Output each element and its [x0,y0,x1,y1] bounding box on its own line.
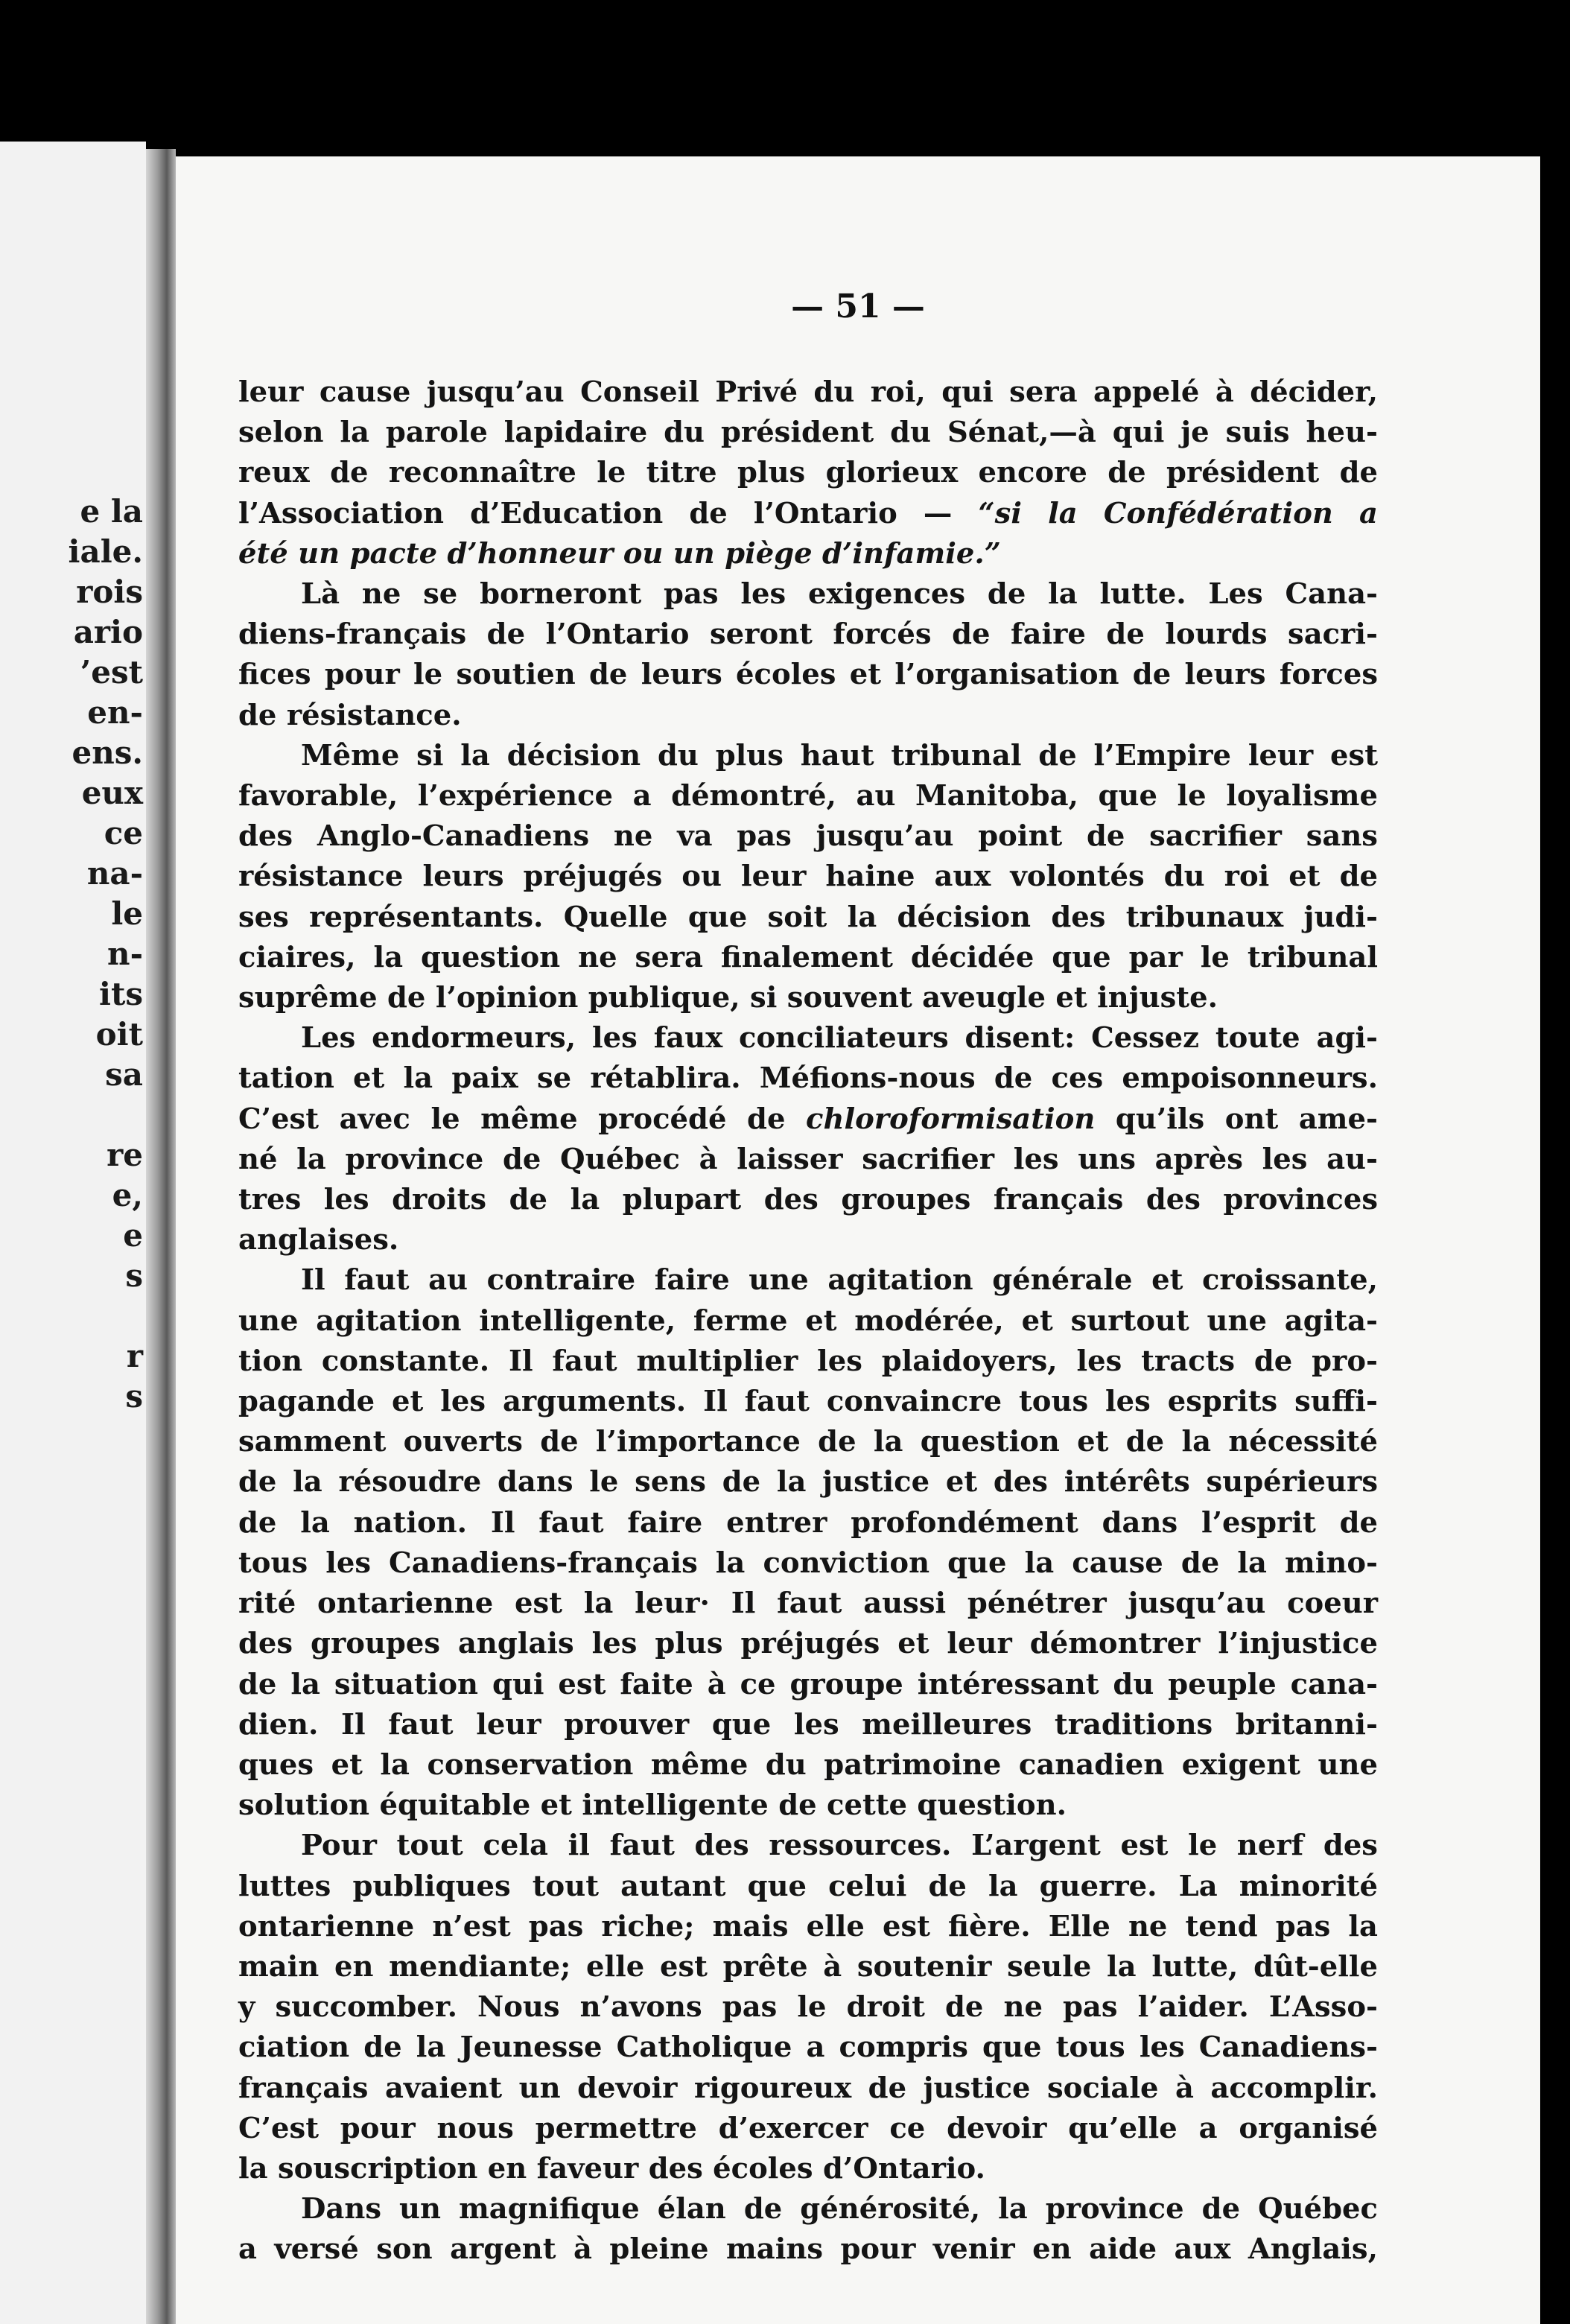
text-line-roman: Même si la décision du plus haut tribunal de l’Empire leur est [301,738,1378,772]
text-line-roman: ses représentants. Quelle que soit la décision des tribunaux judi- [238,900,1378,934]
previous-page-fragment [69,1296,143,1336]
text-line [238,413,1378,453]
previous-page-fragment: en- [87,694,143,731]
text-line-roman: selon la parole lapidaire du président du Sénat,—à qui je suis heu- [238,416,1378,450]
text-line-roman: ontarienne n’est pas riche; mais elle est fière. Elle ne tend pas la [238,1909,1378,1943]
text-line [238,1907,1378,1947]
text-line-roman: samment ouverts de l’importance de la question et de la nécessité [238,1425,1378,1459]
body-text [238,372,1378,2270]
previous-page-fragment: ce [104,815,143,851]
previous-page-fragment: s [125,1257,143,1294]
text-line [238,1584,1378,1624]
text-line [238,2069,1378,2109]
text-line [238,372,1378,413]
text-line [238,2229,1378,2270]
text-line-roman: l’Association d’Education de l’Ontario — [238,496,979,530]
text-line [238,1382,1378,1422]
text-line-roman: Dans un magnifique élan de générosité, la province de Québec [301,2192,1378,2226]
book-gutter [146,149,176,2324]
text-line-roman: de résistance. [238,698,462,732]
text-line-roman: tous les Canadiens-français la conviction que la cause de la mino- [238,1546,1378,1580]
previous-page-fragment: e [123,1217,143,1254]
text-line [238,816,1378,857]
text-line [238,978,1378,1018]
text-line-roman: a versé son argent à pleine mains pour venir en aide aux Anglais, [238,2232,1378,2267]
text-line [238,1665,1378,1705]
text-line [238,696,1378,736]
previous-page-fragment: sa [105,1056,143,1093]
text-line [238,2028,1378,2068]
text-line [238,736,1378,776]
text-line-italic: “si la Confédération a [978,496,1378,530]
text-line-roman: dien. Il faut leur prouver que les meilleures traditions britanni- [238,1707,1378,1742]
text-line [238,1826,1378,1866]
previous-page-fragment: e, [112,1177,143,1213]
previous-page-fragment: iale. [68,533,143,570]
text-line [238,655,1378,695]
text-line [238,1987,1378,2028]
text-line [238,2149,1378,2189]
previous-page-fragment: rois [76,574,143,610]
text-line [238,1785,1378,1826]
text-line [238,1705,1378,1745]
text-line-roman: ciation de la Jeunesse Catholique a compris que tous les Canadiens- [238,2031,1378,2065]
text-line [238,898,1378,938]
text-line [238,574,1378,615]
text-line-roman: suprême de l’opinion publique, si souvent aveugle et injuste. [238,981,1218,1015]
text-line [238,776,1378,816]
text-line [238,1018,1378,1058]
text-line-roman: Il faut au contraire faire une agitation générale et croissante, [301,1263,1378,1298]
text-line [238,857,1378,897]
previous-page-fragment: ario [73,614,143,650]
text-line [238,534,1378,574]
text-line [238,1947,1378,1987]
text-line-roman: pagande et les arguments. Il faut convaincre tous les esprits suffi- [238,1385,1378,1419]
text-line-roman: Les endormeurs, les faux conciliateurs disent: Cessez toute agi- [301,1021,1378,1055]
text-line-roman: Là ne se borneront pas les exigences de la lutte. Les Cana- [301,577,1378,612]
previous-page-fragment: re [107,1137,143,1173]
previous-page-fragment: e la [80,493,143,530]
text-line-roman: Pour tout cela il faut des ressources. L’argent est le nerf des [301,1829,1378,1863]
text-line [238,1867,1378,1907]
text-line [238,453,1378,493]
text-line-roman: diens-français de l’Ontario seront forcés de faire de lourds sacri- [238,617,1378,652]
previous-page-fragment: na- [86,855,143,892]
text-line-roman: leur cause jusqu’au Conseil Privé du roi, qui sera appelé à décider, [238,375,1378,409]
text-line-roman: la souscription en faveur des écoles d’Ontario. [238,2151,985,2185]
text-line-roman: de la situation qui est faite à ce groupe intéressant du peuple cana- [238,1667,1378,1701]
text-line-roman: y succomber. Nous n’avons pas le droit de ne pas l’aider. L’Asso- [238,1990,1378,2025]
text-line-roman: de la nation. Il faut faire entrer profondément dans l’esprit de [238,1505,1378,1540]
text-line [238,494,1378,534]
text-line-roman: C’est pour nous permettre d’exercer ce devoir qu’elle a organisé [238,2111,1378,2145]
text-line-roman: tation et la paix se rétablira. Méfions-nous de ces empoisonneurs. [238,1061,1378,1096]
text-line-roman: tres les droits de la plupart des groupes français des provinces [238,1183,1378,1217]
text-line [238,1624,1378,1664]
text-line-roman: des groupes anglais les plus préjugés et leur démontrer l’injustice [238,1627,1378,1661]
previous-page-fragment: ’est [80,654,143,690]
text-line-roman: tion constante. Il faut multiplier les plaidoyers, les tracts de pro- [238,1344,1378,1378]
previous-page-fragment: r [126,1338,143,1374]
page-number: — 51 — [791,288,925,326]
text-line [238,1180,1378,1220]
text-line-roman: solution équitable et intelligente de cette question. [238,1788,1067,1823]
text-line-roman: favorable, l’expérience a démontré, au Manitoba, que le loyalisme [238,779,1378,813]
previous-page-fragment: eux [81,775,143,811]
text-line-roman: des Anglo-Canadiens ne va pas jusqu’au point de sacrifier sans [238,819,1378,854]
text-line-roman: C’est avec le même procédé de [238,1102,807,1136]
text-line-italic: chloroformisation [806,1102,1096,1136]
text-line-roman: luttes publiques tout autant que celui de la guerre. La minorité [238,1869,1378,1903]
text-line-roman: main en mendiante; elle est prête à soutenir seule la lutte, dût-elle [238,1949,1378,1984]
text-line [238,1422,1378,1462]
previous-page-text-fragments [69,492,143,1417]
text-line [238,1543,1378,1584]
previous-page-fragment: n- [107,936,143,972]
text-line [238,1058,1378,1099]
text-line [238,1140,1378,1180]
previous-page-fragment: ens. [71,734,143,771]
previous-page-fragment: le [111,895,143,932]
previous-page-fragment [69,1095,143,1135]
text-line-roman: une agitation intelligente, ferme et modérée, et surtout une agita- [238,1304,1378,1338]
text-line [238,2109,1378,2149]
text-line-roman: reux de reconnaître le titre plus glorieux encore de président de [238,456,1378,490]
text-line-roman: français avaient un devoir rigoureux de justice sociale à accomplir. [238,2071,1378,2105]
text-line [238,1260,1378,1301]
text-line [238,1745,1378,1785]
text-line-roman: ques et la conservation même du patrimoine canadien exigent une [238,1747,1378,1782]
text-line-roman-after: qu’ils ont ame- [1095,1102,1378,1136]
text-line-roman: ciaires, la question ne sera finalement décidée que par le tribunal [238,940,1378,974]
text-line [238,938,1378,978]
text-line-roman: né la province de Québec à laisser sacrifier les uns après les au- [238,1142,1378,1176]
text-line [238,615,1378,655]
text-line-roman: de la résoudre dans le sens de la justice et des intérêts supérieurs [238,1465,1378,1499]
text-line-roman: anglaises. [238,1223,399,1257]
text-line [238,1342,1378,1382]
previous-page-fragment: s [125,1378,143,1415]
book-page [176,156,1540,2324]
text-line-roman: rité ontarienne est la leur· Il faut aussi pénétrer jusqu’au coeur [238,1587,1378,1621]
text-line-roman: résistance leurs préjugés ou leur haine aux volontés du roi et de [238,860,1378,894]
text-line [238,2189,1378,2229]
text-line [238,1503,1378,1543]
previous-page-fragment: its [98,976,143,1012]
text-line [238,1220,1378,1260]
text-line [238,1462,1378,1502]
text-line-roman: fices pour le soutien de leurs écoles et l’organisation de leurs forces [238,658,1378,692]
text-line [238,1099,1378,1140]
previous-page-edge [0,142,146,2324]
previous-page-fragment: oit [95,1016,143,1053]
text-line [238,1301,1378,1342]
text-line-italic: été un pacte d’honneur ou un piège d’infamie.” [238,536,1001,571]
